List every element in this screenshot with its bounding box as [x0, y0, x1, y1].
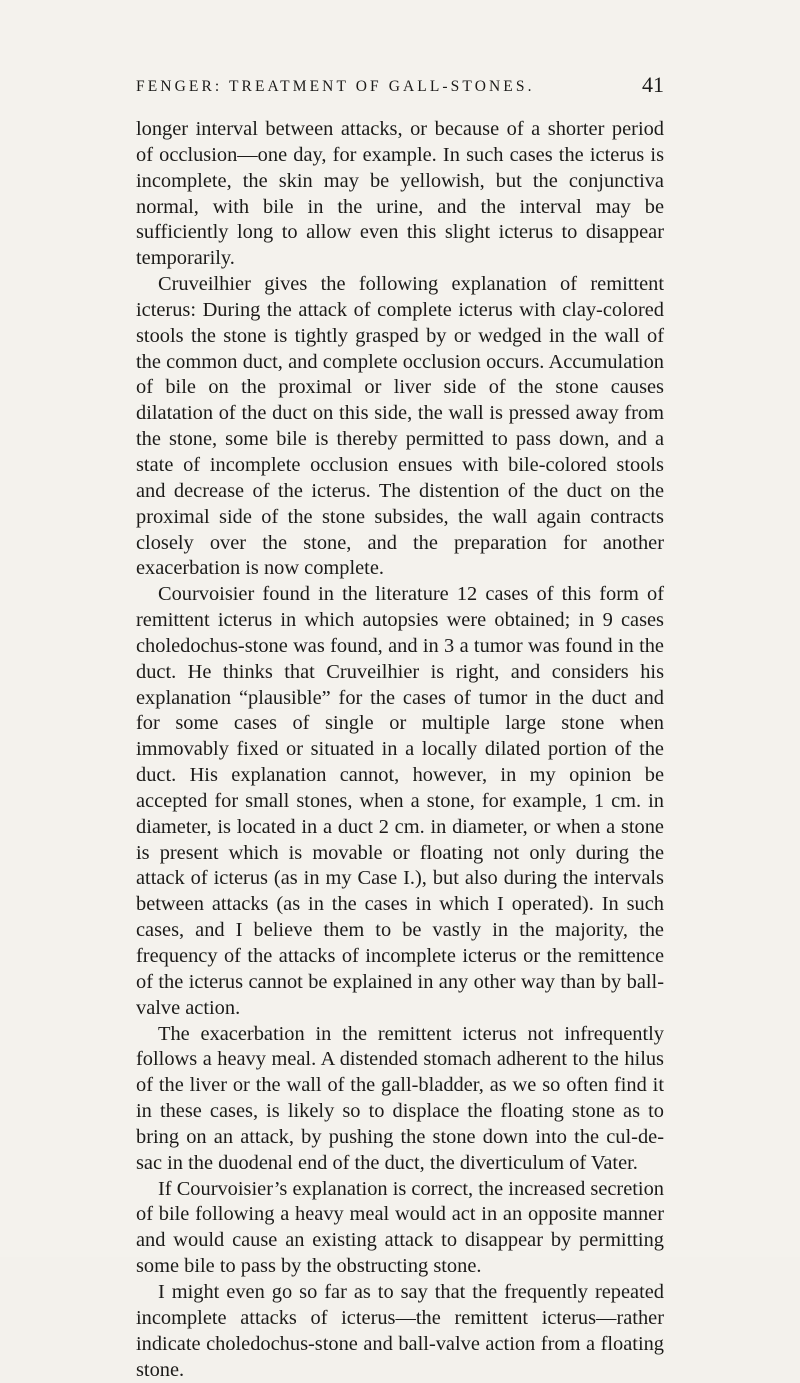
body-text [136, 117, 664, 1383]
paragraph-continued-interval: longer interval between attacks, or because of a shorter period of occlusion—one day, for example. In such cases the icterus is incomplete, the skin may be yellowish, but the conjunctiva normal, with bile in the urine, and the interval may be sufficiently long to allow even this slight icterus to disappear temporarily. [136, 118, 664, 270]
running-head: FENGER: TREATMENT OF GALL-STONES. [136, 78, 535, 95]
page-header [136, 72, 664, 102]
paragraph-cruveilhier-explanation: Cruveilhier gives the following explanation of remittent icterus: During the attack of complete icterus with clay-colored stools the stone is tightly grasped by or wedged in the wall of the common duct, and complete occlusion occurs. Accumulation of bile on the proximal or liver side of the stone causes dilatation of the duct on this side, the wall is pressed away from the stone, some bile is thereby permitted to pass down, and a state of incomplete occlusion ensues with bile-colored stools and decrease of the icterus. The distention of the duct on the proximal side of the stone subsides, the wall again contracts closely over the stone, and the preparation for another exacerbation is now complete. [136, 273, 664, 580]
paragraph-bile-secretion: If Courvoisier’s explanation is correct, the increased secretion of bile following a heavy meal would act in an opposite manner and would cause an existing attack to disappear by permitting some bile to pass by the obstructing stone. [136, 1177, 664, 1278]
paragraph-heavy-meal: The exacerbation in the remittent icterus not infrequently follows a heavy meal. A distended stomach adherent to the hilus of the liver or the wall of the gall-bladder, as we so often find it in these cases, is likely so to displace the floating stone as to bring on an attack, by pushing the stone down into the cul-de-sac in the duodenal end of the duct, the diverticulum of Vater. [136, 1022, 664, 1174]
paragraph-courvoisier-cases: Courvoisier found in the literature 12 cases of this form of remittent icterus in which autopsies were obtained; in 9 cases choledochus-stone was found, and in 3 a tumor was found in the duct. He thinks that Cruveilhier is right, and considers his explanation “plausible” for the cases of tumor in the duct and for some cases of single or multiple large stone when immovably fixed or situated in a locally dilated portion of the duct. His explanation cannot, however, in my opinion be accepted for small stones, when a stone, for example, 1 cm. in diameter, is located in a duct 2 cm. in diameter, or when a stone is present which is movable or floating not only during the attack of icterus (as in my Case I.), but also during the intervals between attacks (as in the cases in which I operated). In such cases, and I believe them to be vastly in the majority, the frequency of the attacks of incomplete icterus or the remittence of the icterus cannot be explained in any other way than by ball-valve action. [136, 583, 664, 1019]
page-number: 41 [642, 72, 664, 97]
paragraph-conclusion: I might even go so far as to say that the frequently repeated incomplete attacks of icterus—the remittent icterus—rather indicate choledochus-stone and ball-valve action from a floating stone. [136, 1280, 664, 1381]
